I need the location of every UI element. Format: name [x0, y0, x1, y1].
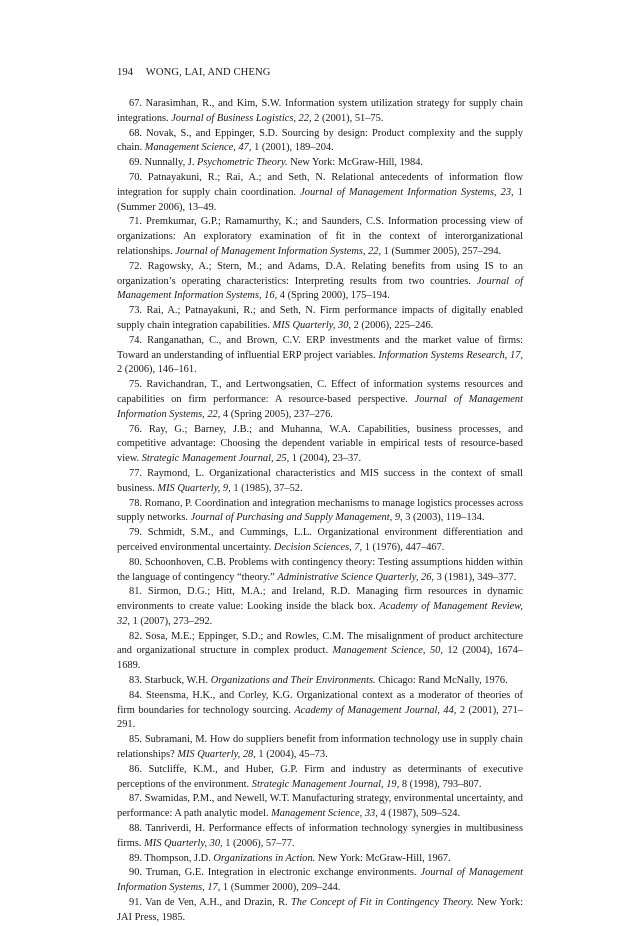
reference-text: 86. Sutcliffe, K.M., and Huber, G.P. Firm and industry as determinants of executive perceptions of the environment. [117, 763, 523, 790]
reference-text: 81. Sirmon, D.G.; Hitt, M.A.; and Ireland, R.D. Managing firm resources in dynamic environments to create value: Looking inside the black box. [117, 586, 523, 613]
reference-text: 87. Swamidas, P.M., and Newell, W.T. Manufacturing strategy, environmental uncertainty, and performance: A path analytic model. [117, 793, 523, 820]
reference-text: 2 (2006), 225–246. [351, 319, 434, 331]
reference-text: 70. Patnayakuni, R.; Rai, A.; and Seth, N. Relational antecedents of information flow integration for supply chain coordination. [117, 171, 523, 198]
reference-text: New York: JAI Press, 1985. [117, 897, 523, 923]
reference-source: Journal of Management Information Systems, 22, [117, 393, 523, 420]
reference-source: Information Systems Research, 17, [378, 349, 523, 361]
reference-entry [117, 556, 523, 586]
reference-entry [117, 585, 523, 629]
reference-text: 84. Steensma, H.K., and Corley, K.G. Organizational context as a moderator of theories of firm boundaries for technology sourcing. [117, 689, 523, 716]
reference-text: 90. Truman, G.E. Integration in electronic exchange environments. [129, 867, 421, 879]
reference-entry [117, 156, 523, 171]
reference-text: 91. Van de Ven, A.H., and Drazin, R. [129, 897, 292, 909]
reference-text: 12 (2004), 1674–1689. [117, 645, 523, 672]
reference-text: 4 (Spring 2000), 175–194. [277, 290, 390, 302]
reference-text: 75. Ravichandran, T., and Lertwongsatien, C. Effect of information systems resources and capabilities on firm performance: A resource-based perspective. [117, 379, 523, 405]
reference-entry [117, 127, 523, 157]
reference-source: Journal of Management Information Systems, 16, [117, 275, 523, 302]
reference-text: 4 (Spring 2005), 237–276. [220, 408, 333, 420]
reference-text: 88. Tanriverdi, H. Performance effects of information technology synergies in multibusiness firms. [117, 823, 523, 849]
reference-text: 74. Ranganathan, C., and Brown, C.V. ERP investments and the market value of firms: Toward an understanding of influential ERP project variables. [117, 334, 523, 361]
reference-text: 69. Nunnally, J. [129, 157, 198, 169]
reference-source: Journal of Management Information Systems, 17, [117, 867, 523, 894]
reference-entry [117, 215, 523, 259]
reference-text: 85. Subramani, M. How do suppliers benefit from information technology use in supply chain relationships? [117, 734, 523, 761]
reference-text: 1 (Summer 2006), 13–49. [117, 186, 523, 213]
reference-source: Academy of Management Review, 32, [117, 601, 523, 627]
reference-text: 1 (1985), 37–52. [230, 482, 303, 494]
reference-text: 1 (Summer 2000), 209–244. [220, 882, 341, 894]
reference-source: Organizations in Action. [213, 852, 316, 864]
reference-text: New York: McGraw-Hill, 1984. [287, 157, 423, 169]
reference-source: Management Science, 50, [332, 645, 443, 657]
reference-text: 2 (2001), 51–75. [311, 112, 384, 124]
reference-entry [117, 822, 523, 852]
reference-entry [117, 467, 523, 497]
reference-text: 76. Ray, G.; Barney, J.B.; and Muhanna, W.A. Capabilities, business processes, and competitive advantage: Choosing the dependent variable in empirical tests of resource-based view. [117, 423, 523, 465]
reference-source: Administrative Science Quarterly, 26, [277, 571, 435, 583]
reference-entry [117, 497, 523, 527]
reference-text: 1 (2007), 273–292. [130, 615, 213, 627]
reference-entry [117, 866, 523, 896]
reference-entry [117, 896, 523, 926]
reference-source: MIS Quarterly, 30, [272, 319, 352, 331]
reference-text: 1 (1976), 447–467. [362, 541, 445, 553]
reference-text: 67. Narasimhan, R., and Kim, S.W. Information system utilization strategy for supply chain integrations. [117, 98, 523, 124]
reference-text: 1 (2004), 23–37. [289, 453, 362, 465]
reference-text: 78. Romano, P. Coordination and integration mechanisms to manage logistics processes across supply networks. [117, 497, 523, 524]
reference-source: Management Science, 33, [271, 808, 378, 820]
reference-entry [117, 689, 523, 733]
running-head: WONG, LAI, AND CHENG [145, 67, 271, 78]
reference-source: Strategic Management Journal, 19, [251, 778, 400, 790]
reference-source: MIS Quarterly, 30, [144, 837, 223, 849]
reference-text: 1 (Summer 2005), 257–294. [381, 245, 502, 257]
reference-entry [117, 97, 523, 127]
reference-source: Journal of Management Information Systems, 23, [300, 186, 514, 198]
reference-entry [117, 674, 523, 689]
reference-entry [117, 852, 523, 867]
reference-text: 83. Starbuck, W.H. [129, 675, 211, 687]
reference-text: 3 (1981), 349–377. [434, 571, 517, 583]
reference-text: 1 (2004), 45–73. [255, 749, 328, 761]
reference-entry [117, 792, 523, 822]
reference-entry [117, 763, 523, 793]
reference-text: 2 (2001), 271–291. [117, 704, 523, 731]
reference-text: New York: McGraw-Hill, 1967. [315, 852, 451, 864]
running-header [117, 67, 270, 78]
reference-text: 2 (2006), 146–161. [117, 364, 197, 376]
reference-text: 77. Raymond, L. Organizational characteristics and MIS success in the context of small business. [117, 467, 523, 494]
reference-entry [117, 378, 523, 422]
reference-source: Psychometric Theory. [197, 157, 288, 169]
reference-entry [117, 171, 523, 215]
reference-source: Management Science, 47, [144, 142, 252, 154]
reference-text: 89. Thompson, J.D. [129, 852, 214, 864]
reference-text: Chicago: Rand McNally, 1976. [375, 675, 508, 687]
reference-entry [117, 526, 523, 556]
reference-source: Decision Sciences, 7, [273, 541, 363, 553]
reference-source: Journal of Purchasing and Supply Management, 9, [190, 512, 403, 524]
reference-source: MIS Quarterly, 9, [157, 482, 231, 494]
reference-text: 82. Sosa, M.E.; Eppinger, S.D.; and Rowles, C.M. The misalignment of product architecture and organizational structure in complex product. [117, 630, 523, 657]
reference-source: Academy of Management Journal, 44, [294, 704, 457, 716]
reference-entry [117, 334, 523, 378]
reference-text: 3 (2003), 119–134. [402, 512, 485, 524]
reference-source: Journal of Business Logistics, 22, [171, 112, 312, 124]
reference-source: Organizations and Their Environments. [210, 675, 376, 687]
reference-text: 71. Premkumar, G.P.; Ramamurthy, K.; and Saunders, C.S. Information processing view of organizations: An exploratory examination of fit in the context of interorganizational relationships. [117, 216, 523, 257]
reference-text: 4 (1987), 509–524. [377, 808, 461, 820]
reference-entry [117, 304, 523, 334]
reference-source: MIS Quarterly, 28, [177, 749, 256, 761]
reference-entry [117, 733, 523, 763]
reference-list [117, 97, 523, 926]
reference-entry [117, 260, 523, 304]
reference-text: 80. Schoonhoven, C.B. Problems with contingency theory: Testing assumptions hidden within the language of contingency “theory.” [117, 556, 523, 583]
reference-entry [117, 423, 523, 467]
reference-text: 68. Novak, S., and Eppinger, S.D. Sourcing by design: Product complexity and the supply chain. [117, 127, 523, 154]
reference-text: 8 (1998), 793–807. [399, 778, 482, 790]
reference-text: 79. Schmidt, S.M., and Cummings, L.L. Organizational environment differentiation and perceived environmental uncertainty. [117, 527, 523, 553]
reference-text: 1 (2001), 189–204. [251, 142, 334, 154]
reference-source: Strategic Management Journal, 25, [141, 453, 290, 465]
reference-source: The Concept of Fit in Contingency Theory. [291, 897, 474, 909]
reference-text: 1 (2006), 57–77. [222, 837, 295, 849]
page-number: 194 [117, 67, 134, 78]
reference-entry [117, 630, 523, 674]
reference-text: 72. Ragowsky, A.; Stern, M.; and Adams, D.A. Relating benefits from using IS to an organization’s operating characteristics: Interpreting results from two countries. [117, 260, 523, 287]
reference-text: 73. Rai, A.; Patnayakuni, R.; and Seth, N. Firm performance impacts of digitally enabled supply chain integration capabilities. [117, 305, 523, 331]
reference-source: Journal of Management Information Systems, 22, [175, 245, 382, 257]
